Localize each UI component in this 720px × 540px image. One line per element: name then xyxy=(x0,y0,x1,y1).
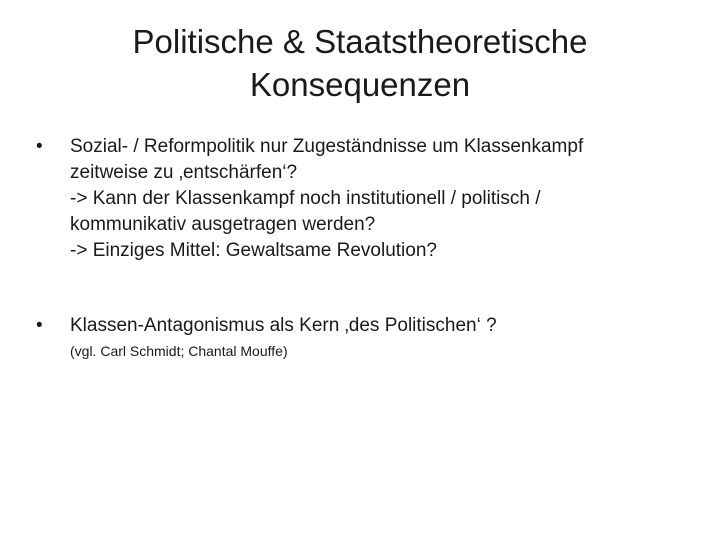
bullet-text xyxy=(70,313,686,361)
bullet-text xyxy=(70,134,686,264)
bullet-line: Klassen-Antagonismus als Kern ‚des Politischen‘ ? xyxy=(70,315,497,336)
bullet-item-antagonismus xyxy=(36,313,686,361)
slide-title-line-2: Konsequenzen xyxy=(249,66,471,103)
bullet-line: zeitweise zu ‚entschärfen‘? xyxy=(70,162,298,183)
bullet-line: -> Einziges Mittel: Gewaltsame Revolution? xyxy=(70,240,437,261)
bullet-icon: • xyxy=(36,136,43,157)
slide-title xyxy=(36,20,684,106)
bullet-icon: • xyxy=(36,315,43,336)
bullet-line: kommunikativ ausgetragen werden? xyxy=(70,214,376,235)
bullet-item-reformpolitik xyxy=(36,134,686,264)
slide-title-line-1: Politische & Staatstheoretische xyxy=(132,23,588,60)
bullet-line: Sozial- / Reformpolitik nur Zugeständnisse um Klassenkampf xyxy=(70,136,584,157)
bullet-line: -> Kann der Klassenkampf noch institutionell / politisch / xyxy=(70,188,541,209)
bullet-note: (vgl. Carl Schmidt; Chantal Mouffe) xyxy=(70,343,288,359)
